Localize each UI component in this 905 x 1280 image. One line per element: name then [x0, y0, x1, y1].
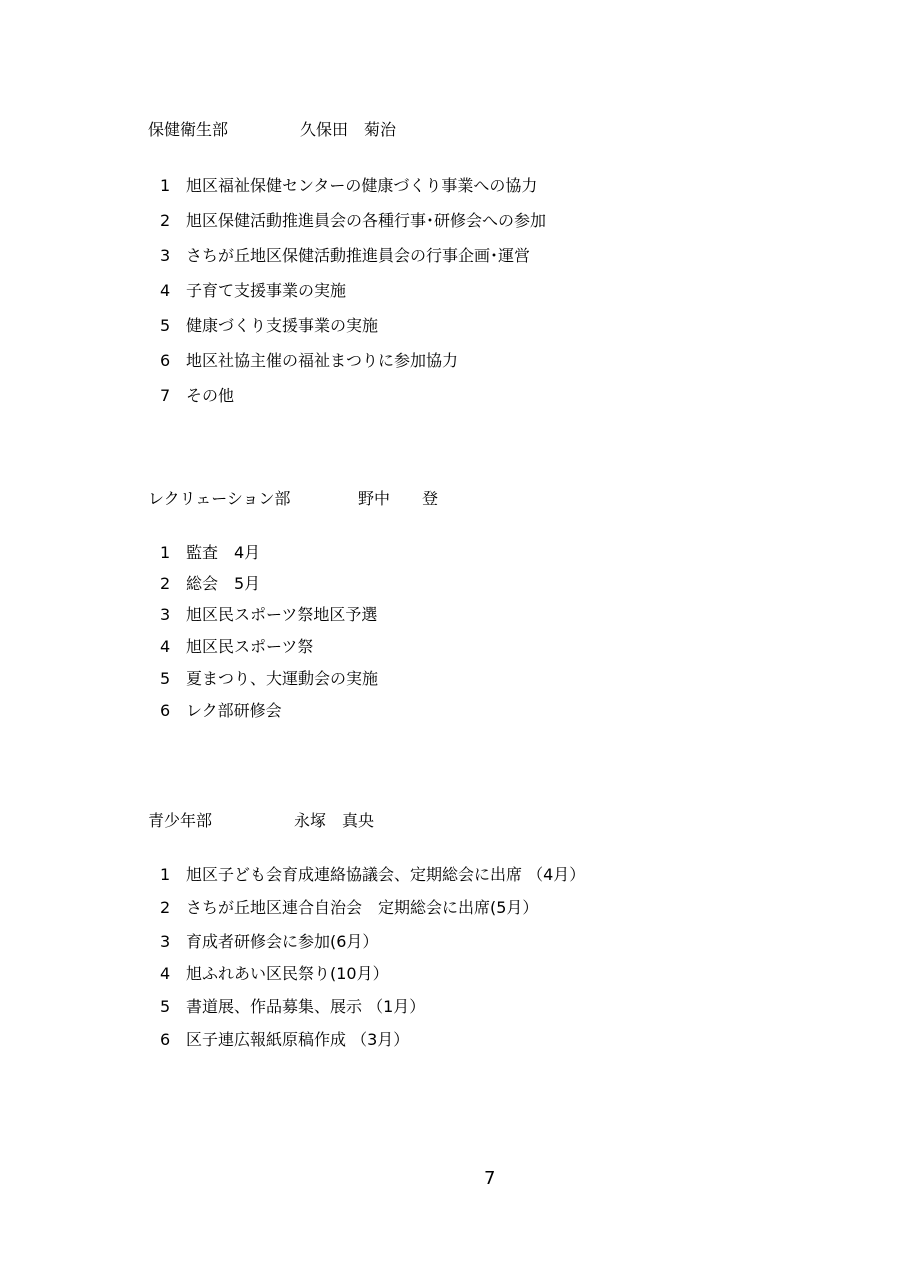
list-item: 2 総会 5月	[160, 574, 261, 593]
list-item: 7 その他	[160, 386, 235, 405]
section-heading-youth: 青少年部	[148, 811, 213, 830]
list-item: 4 旭区民スポーツ祭	[160, 637, 314, 656]
section-heading-recreation: レクリェーション部	[148, 489, 291, 508]
list-item: 6 区子連広報紙原稿作成 （3月）	[160, 1030, 410, 1049]
section-heading-hoken: 保健衛生部	[148, 120, 229, 139]
page-number: 7	[484, 1168, 496, 1189]
list-item: 3 育成者研修会に参加(6月）	[160, 932, 379, 951]
list-item: 5 書道展、作品募集、展示 （1月）	[160, 997, 426, 1016]
section-person-youth: 永塚 真央	[294, 811, 375, 830]
list-item: 5 健康づくり支援事業の実施	[160, 316, 379, 335]
list-item: 1 旭区福祉保健センターの健康づくり事業への協力	[160, 176, 538, 195]
section-person-hoken: 久保田 菊治	[300, 120, 397, 139]
list-item: 4 旭ふれあい区民祭り(10月）	[160, 964, 389, 983]
list-item: 5 夏まつり、大運動会の実施	[160, 669, 379, 688]
list-item: 3 旭区民スポーツ祭地区予選	[160, 605, 378, 624]
list-item: 1 監査 4月	[160, 543, 261, 562]
list-item: 6 地区社協主催の福祉まつりに参加協力	[160, 351, 459, 370]
list-item: 2 旭区保健活動推進員会の各種行事･研修会への参加	[160, 211, 547, 230]
list-item: 2 さちが丘地区連合自治会 定期総会に出席(5月）	[160, 898, 539, 917]
list-item: 6 レク部研修会	[160, 701, 282, 720]
list-item: 1 旭区子ども会育成連絡協議会、定期総会に出席 （4月）	[160, 865, 586, 884]
section-person-recreation: 野中 登	[358, 489, 439, 508]
list-item: 4 子育て支援事業の実施	[160, 281, 347, 300]
list-item: 3 さちが丘地区保健活動推進員会の行事企画･運営	[160, 246, 531, 265]
